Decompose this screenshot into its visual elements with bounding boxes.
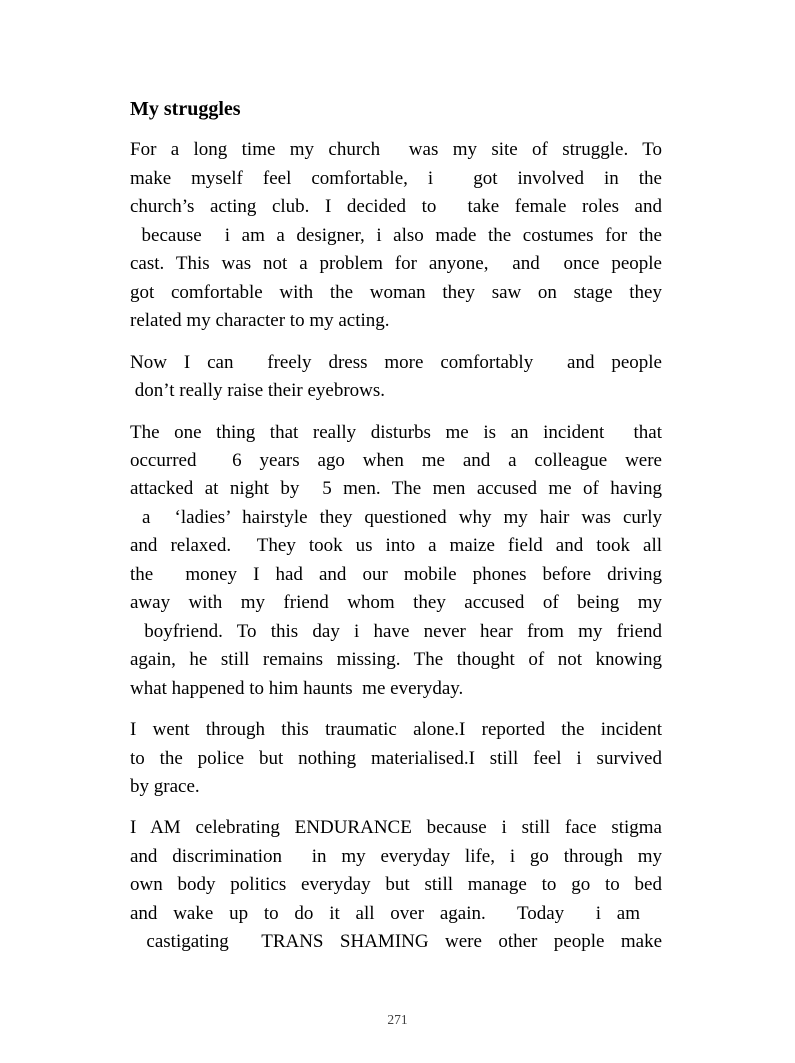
text-line: castigating TRANS SHAMING were other people make: [130, 931, 662, 953]
paragraph: [130, 814, 662, 956]
text-line: church’s acting club. I decided to take female roles and: [130, 196, 662, 218]
page-number: 271: [387, 1012, 408, 1027]
text-line: boyfriend. To this day i have never hear from my friend: [130, 620, 662, 642]
text-line: away with my friend whom they accused of being my: [130, 592, 662, 614]
text-line: related my character to my acting.: [130, 310, 390, 332]
text-line: make myself feel comfortable, i got involved in the: [130, 167, 662, 189]
text-line: The one thing that really disturbs me is an incident that: [130, 421, 662, 443]
text-line: got comfortable with the woman they saw on stage they: [130, 281, 662, 303]
text-line: what happened to him haunts me everyday.: [130, 677, 464, 699]
paragraph: [130, 349, 662, 406]
text-line: Now I can freely dress more comfortably and people: [130, 351, 662, 373]
page-title: My struggles: [130, 98, 241, 120]
text-line: a ‘ladies’ hairstyle they questioned why my hair was curly: [130, 506, 662, 528]
text-line: For a long time my church was my site of struggle. To: [130, 139, 662, 161]
paragraph: [130, 136, 662, 335]
paragraph: [130, 716, 662, 801]
text-line: because i am a designer, i also made the costumes for the: [130, 224, 662, 246]
text-line: I AM celebrating ENDURANCE because i still face stigma: [130, 817, 662, 839]
text-line: by grace.: [130, 775, 200, 797]
text-line: and wake up to do it all over again. Today i am: [130, 902, 640, 924]
text-line: and relaxed. They took us into a maize field and took all: [130, 535, 662, 557]
text-line: cast. This was not a problem for anyone, and once people: [130, 253, 662, 275]
text-line: to the police but nothing materialised.I still feel i survived: [130, 747, 662, 769]
text-line: attacked at night by 5 men. The men accused me of having: [130, 478, 662, 500]
text-line: and discrimination in my everyday life, i go through my: [130, 845, 662, 867]
text-line: own body politics everyday but still manage to go to bed: [130, 874, 662, 896]
paragraph: [130, 419, 662, 704]
paragraphs: [130, 136, 662, 956]
text-line: occurred 6 years ago when me and a colleague were: [130, 449, 662, 471]
text-line: the money I had and our mobile phones before driving: [130, 563, 662, 585]
text-line: don’t really raise their eyebrows.: [130, 380, 386, 402]
text-line: again, he still remains missing. The thought of not knowing: [130, 649, 662, 671]
text-line: I went through this traumatic alone.I reported the incident: [130, 719, 662, 741]
